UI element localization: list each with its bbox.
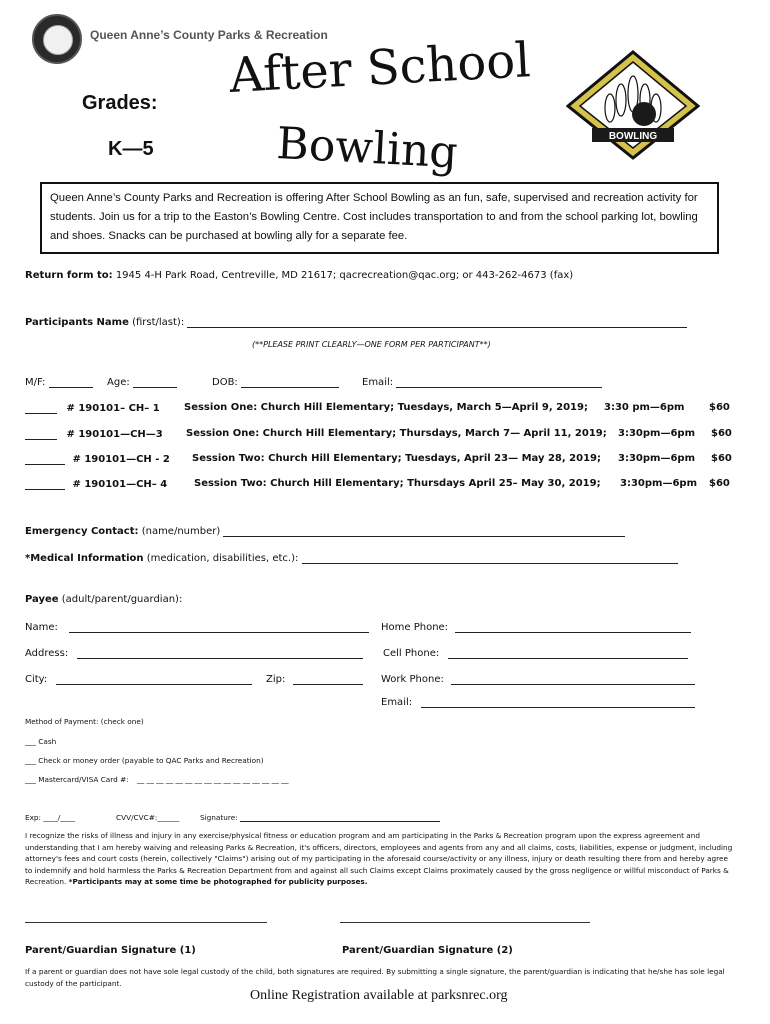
session-row <box>25 428 163 440</box>
session-price: $60 <box>709 478 730 489</box>
zip-row <box>266 673 363 685</box>
payee-name-label: Name: <box>25 622 58 633</box>
session-time: 3:30pm—6pm <box>618 428 695 439</box>
photo-notice: *Participants may at some time be photographed for publicity purposes. <box>68 877 368 887</box>
bowling-pins-logo <box>566 50 700 160</box>
session-time: 3:30 pm—6pm <box>604 402 685 413</box>
session-row <box>25 453 170 465</box>
address-row <box>25 647 363 659</box>
session-price: $60 <box>711 453 732 464</box>
zip-field[interactable] <box>293 673 363 685</box>
email-field[interactable] <box>396 376 602 388</box>
waiver-text <box>25 830 737 888</box>
session-row <box>25 402 160 414</box>
session-price: $60 <box>711 428 732 439</box>
session-desc: Session Two: Church Hill Elementary; Thursdays April 25– May 30, 2019; <box>194 478 601 489</box>
grades-value: K—5 <box>108 138 154 160</box>
logo-text: BOWLING <box>608 131 658 142</box>
payee-sub: (adult/parent/guardian): <box>61 594 183 605</box>
medical-field[interactable] <box>302 552 678 564</box>
session-desc: Session Two: Church Hill Elementary; Tuesdays, April 23— May 28, 2019; <box>192 453 601 464</box>
zip-label: Zip: <box>266 674 286 685</box>
emergency-sub: (name/number) <box>141 526 221 537</box>
session-code: # 190101– CH– 1 <box>66 403 160 414</box>
participant-name-row <box>25 316 687 328</box>
emergency-label: Emergency Contact: <box>25 526 139 537</box>
session-time: 3:30pm—6pm <box>618 453 695 464</box>
session-checkbox[interactable] <box>25 453 65 465</box>
medical-sub: (medication, disabilities, etc.): <box>146 553 299 564</box>
session-row <box>25 478 167 490</box>
card-number-field[interactable]: __ __ __ __ __ __ __ __ __ __ __ __ __ __ __ __ <box>136 775 289 784</box>
signature-1-label: Parent/Guardian Signature (1) <box>25 945 196 956</box>
work-phone-label: Work Phone: <box>381 674 444 685</box>
home-phone-row <box>381 621 691 633</box>
session-code: # 190101—CH - 2 <box>72 454 170 465</box>
email-label: Email: <box>362 377 394 388</box>
work-phone-field[interactable] <box>451 673 695 685</box>
cell-phone-field[interactable] <box>448 647 688 659</box>
medical-row <box>25 552 678 564</box>
participant-name-label: Participants Name <box>25 317 129 328</box>
session-price: $60 <box>709 402 730 413</box>
payee-email-field[interactable] <box>421 696 695 708</box>
card-option-label: ___ Mastercard/VISA Card #: <box>25 775 129 784</box>
print-note: (**PLEASE PRINT CLEARLY—ONE FORM PER PARTICIPANT**) <box>252 340 491 349</box>
exp-field[interactable]: Exp: ____/____ <box>25 813 75 822</box>
city-label: City: <box>25 674 48 685</box>
signature-2-field[interactable] <box>340 922 590 923</box>
payment-method-label: Method of Payment: (check one) <box>25 717 144 726</box>
home-phone-label: Home Phone: <box>381 622 449 633</box>
card-signature-field[interactable] <box>240 813 440 822</box>
medical-label: *Medical Information <box>25 553 144 564</box>
title-line-1: After School <box>228 32 532 104</box>
payee-name-field[interactable] <box>69 621 369 633</box>
mf-field[interactable] <box>49 376 93 388</box>
payee-name-row <box>25 621 369 633</box>
cell-phone-row <box>383 647 688 659</box>
card-option[interactable] <box>25 775 289 784</box>
participant-name-field[interactable] <box>187 316 687 328</box>
participant-name-sub: (first/last): <box>132 317 185 328</box>
work-phone-row <box>381 673 695 685</box>
payee-email-label: Email: <box>381 697 413 708</box>
title-line-2: Bowling <box>275 118 459 179</box>
payee-heading <box>25 594 182 605</box>
home-phone-field[interactable] <box>455 621 691 633</box>
dob-field[interactable] <box>241 376 339 388</box>
online-registration: Online Registration available at parksnrec.org <box>250 988 508 1003</box>
city-field[interactable] <box>56 673 252 685</box>
email-row <box>362 376 602 388</box>
session-time: 3:30pm—6pm <box>620 478 697 489</box>
session-checkbox[interactable] <box>25 428 57 440</box>
age-label: Age: <box>107 377 130 388</box>
age-field[interactable] <box>133 376 177 388</box>
address-field[interactable] <box>77 647 363 659</box>
dob-row <box>212 376 339 388</box>
cash-option[interactable]: ___ Cash <box>25 737 57 746</box>
check-option[interactable]: ___ Check or money order (payable to QAC Parks and Recreation) <box>25 756 264 765</box>
signature-2-label: Parent/Guardian Signature (2) <box>342 945 513 956</box>
emergency-row <box>25 525 625 537</box>
session-desc: Session One: Church Hill Elementary; Tuesdays, March 5—April 9, 2019; <box>184 402 588 413</box>
age-row <box>107 376 177 388</box>
session-checkbox[interactable] <box>25 402 57 414</box>
waiver-body: I recognize the risks of illness and injury in any exercise/physical fitness or education program and am participating in the Parks & Recreation program upon the express agreement and understanding that I am hereby waiving and releasing Parks & Recreation, it's officers, directors, employees and agents from any and all claims, costs, liabilities, expense or judgment, including attorney's fees and court costs (herein, collectively "Claims") arising out of my participating in the aforesaid course/activity or any illness, injury or death resulting there from and hereby agree to indemnify and hold harmless the Parks & Recreation Department from and against all such Claims except Claims proximately caused by the gross negligence or willful misconduct of Parks & Recreation. <box>25 831 733 887</box>
session-desc: Session One: Church Hill Elementary; Thursdays, March 7— April 11, 2019; <box>186 428 607 439</box>
dob-label: DOB: <box>212 377 238 388</box>
payee-email-row <box>381 696 695 708</box>
session-checkbox[interactable] <box>25 478 65 490</box>
mf-label: M/F: <box>25 377 46 388</box>
mf-row <box>25 376 93 388</box>
custody-note: If a parent or guardian does not have sole legal custody of the child, both signatures are required. By submitting a single signature, the parent/guardian is indicating that he/she has sole legal custody of the participant. <box>25 967 725 988</box>
org-name: Queen Anne’s County Parks & Recreation <box>90 28 328 42</box>
card-signature-row <box>200 813 440 822</box>
payee-label: Payee <box>25 594 59 605</box>
session-code: # 190101—CH– 4 <box>72 479 168 490</box>
grades-label: Grades: <box>82 92 158 114</box>
cell-phone-label: Cell Phone: <box>383 648 440 659</box>
city-row <box>25 673 252 685</box>
card-signature-label: Signature: <box>200 813 238 822</box>
intro-box: Queen Anne’s County Parks and Recreation is offering After School Bowling as an fun, safe, supervised and recreation activity for students. Join us for a trip to the Easton’s Bowling Centre. Cost includes transportation to and from the school parking lot, bowling and shoes. Snacks can be purchased at bowling ally for a separate fee. <box>40 182 719 254</box>
return-text: 1945 4-H Park Road, Centreville, MD 21617; qacrecreation@qac.org; or 443-262-4673 (fax) <box>115 270 574 281</box>
emergency-field[interactable] <box>223 525 625 537</box>
return-line <box>25 270 573 281</box>
signature-1-field[interactable] <box>25 922 267 923</box>
session-code: # 190101—CH—3 <box>66 429 163 440</box>
address-label: Address: <box>25 648 69 659</box>
county-seal-logo <box>32 14 82 64</box>
return-label: Return form to: <box>25 270 113 281</box>
cvv-field[interactable]: CVV/CVC#:______ <box>116 813 180 822</box>
